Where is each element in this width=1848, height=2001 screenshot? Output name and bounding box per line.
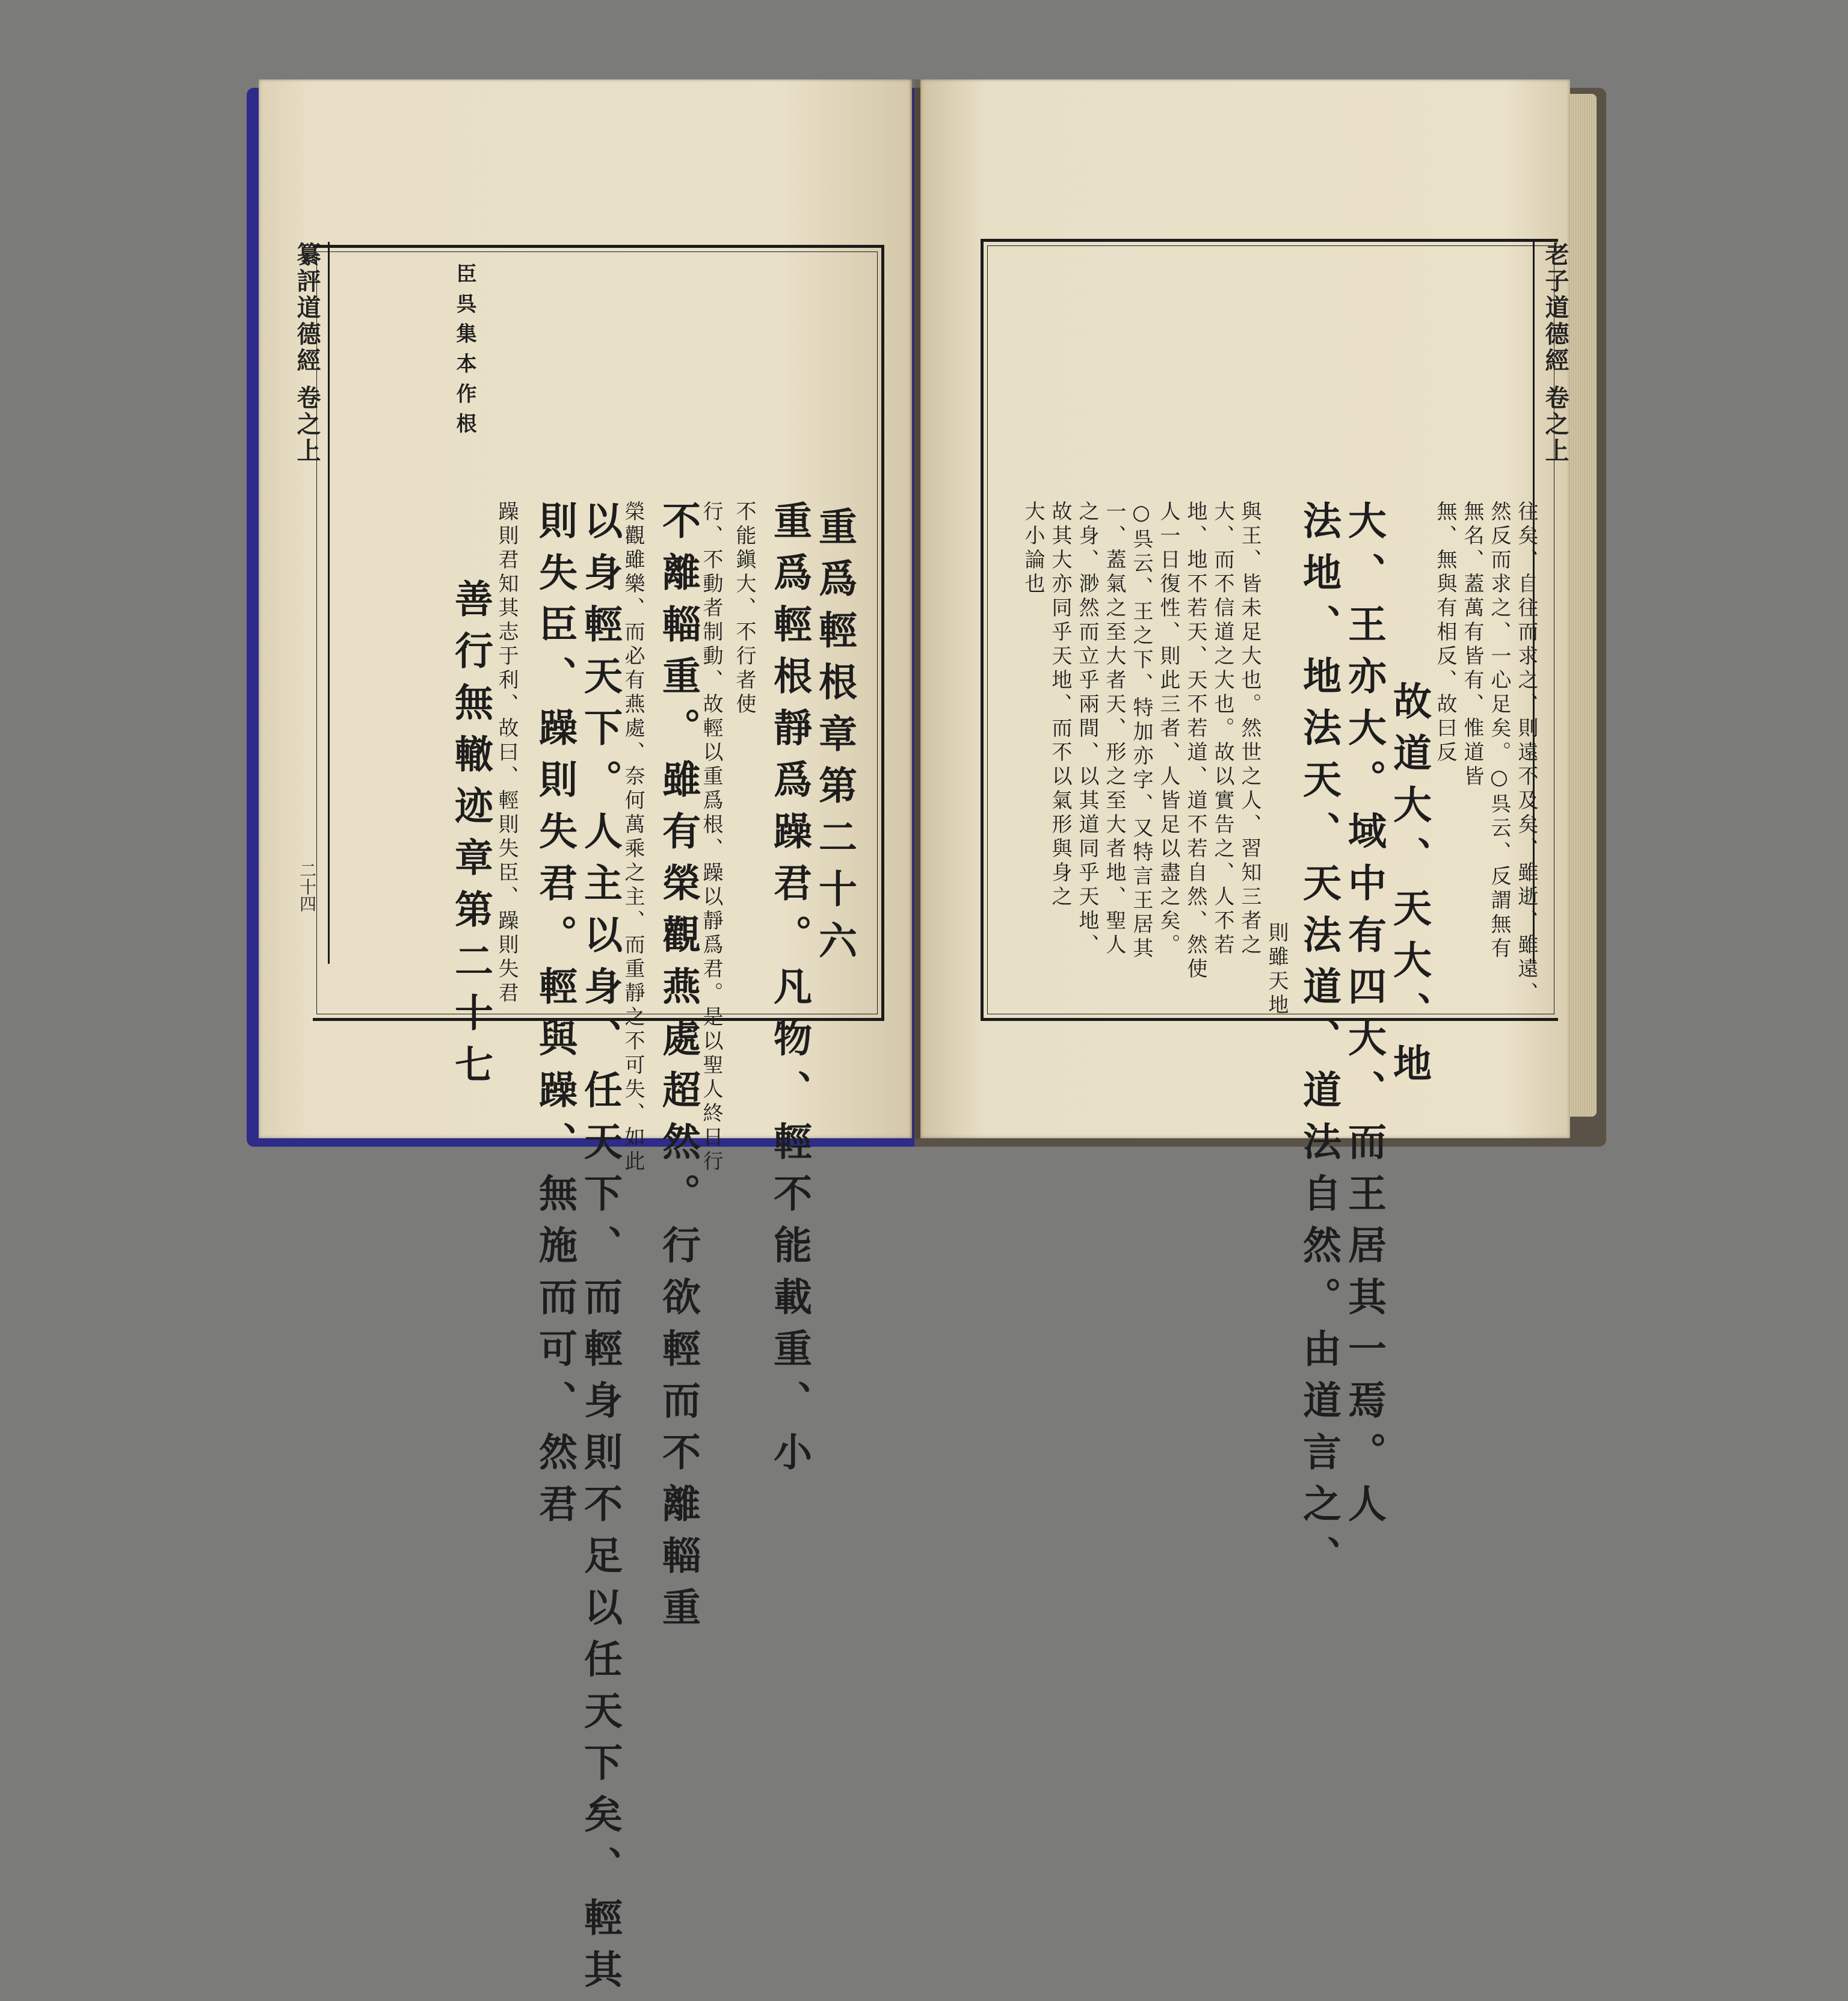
left-page (259, 79, 912, 2001)
right-col-7: 法地、地法天、天法道、道法自然。由道言之、 (1296, 501, 1341, 1587)
left-col-7: 以身輕天下。人主以身、任天下、而輕身則不足以任天下矣、輕其 (578, 501, 623, 2001)
left-col-5: 不離輜重。雖有榮觀燕處超然。行欲輕而不離輜重 (656, 501, 701, 1639)
left-col-6: 榮觀雖樂、而必有燕處、奈何萬乘之主、而重靜之不可失、如此 (621, 501, 645, 1174)
right-col-10: 大、而不信道之大也。故以實告之、人不若 (1210, 501, 1234, 958)
right-col-17: 大小論也 (1021, 501, 1045, 597)
right-col-3: 無名、蓋萬有皆有、惟道皆 (1460, 501, 1484, 789)
right-col-9: 與王、皆未足大也。然世之人、習知三者之 (1237, 501, 1261, 958)
right-col-8: 則雖天地 (1264, 922, 1289, 1018)
left-col-9: 躁則君知其志于利、故曰、輕則失臣、躁則失君 (494, 501, 519, 1006)
left-margin-title: 纂評道德經 卷之上 (290, 242, 330, 964)
left-page-number: 二十四 (297, 862, 317, 912)
left-top-note: 臣 呉 集 本 作 根 (452, 263, 476, 435)
left-col-8: 則失臣、躁則失君。輕與躁、無施而可、然君 (532, 501, 578, 1535)
right-col-15: 之身、渺然而立乎兩間、以其道同乎天地、 (1075, 501, 1099, 958)
left-col-2: 重爲輕根靜爲躁君。凡物、輕不能載重、小 (767, 501, 812, 1484)
right-col-13: ○呉云、王之下、特加亦字、又特言王居其 (1129, 501, 1153, 961)
open-book (229, 70, 1612, 2001)
right-col-16: 故其大亦同乎天地、而不以氣形與身之 (1048, 501, 1072, 910)
right-page (920, 79, 1570, 1587)
right-col-6: 大、王亦大。域中有四大、而王居其一焉。人 (1341, 501, 1387, 1535)
left-col-4: 行、不動者制動、故輕以重爲根、躁以靜爲君。是以聖人終日行 (699, 501, 723, 1174)
right-margin-title: 老子道德經 卷之上 (1533, 242, 1572, 964)
right-col-12: 人一日復性、則此三者、人皆足以盡之矣。 (1156, 501, 1180, 958)
left-col-10: 善行無轍迹章第二十七 (448, 579, 493, 1096)
right-col-11: 地、地不若天、天不若道、道不若自然、然使 (1183, 501, 1207, 982)
right-col-5: 故道大、天大、地 (1387, 681, 1432, 1095)
right-col-14: 一、蓋氣之至大者天、形之至大者地、聖人 (1102, 501, 1126, 958)
left-col-1: 重爲輕根章第二十六 (812, 507, 857, 972)
right-col-2: 然反而求之、一心足矣。○呉云、反謂無有 (1487, 501, 1511, 961)
left-col-3: 不能鎭大、不行者使 (732, 501, 756, 717)
page-edges (1570, 94, 1597, 1117)
right-col-1: 往矣、自往而求之、則遠不及矣、雖逝、雖遠、 (1514, 501, 1538, 1006)
right-col-4: 無、無與有相反、故曰反 (1433, 501, 1457, 765)
